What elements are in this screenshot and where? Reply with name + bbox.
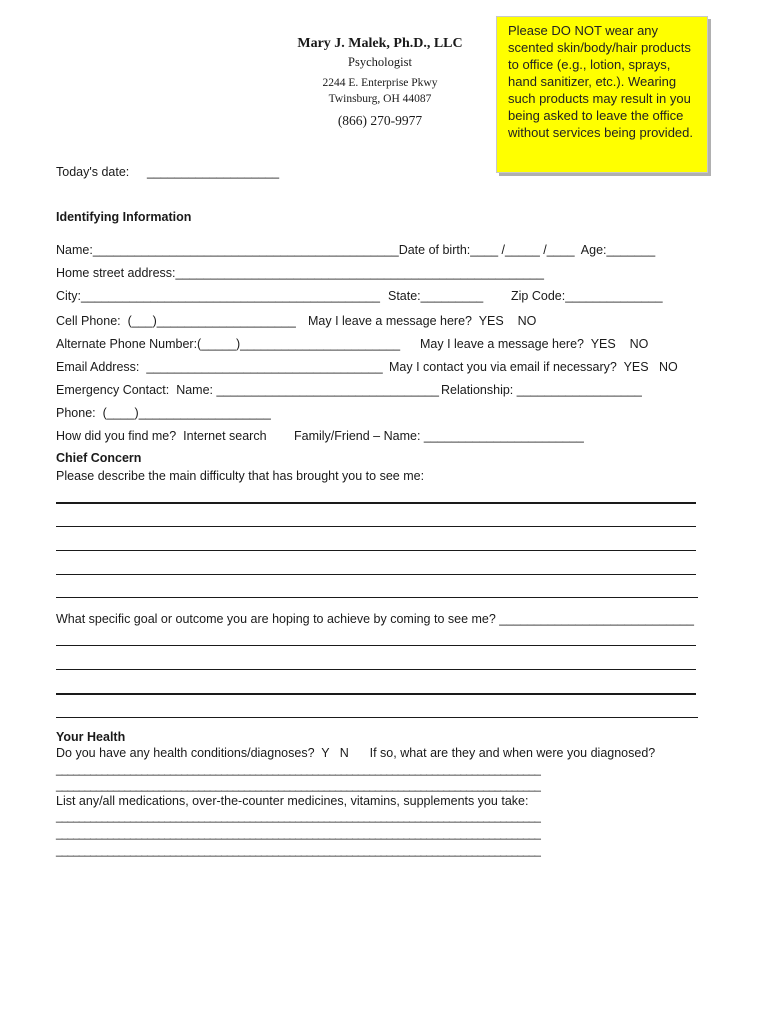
your-health-heading: Your Health — [56, 730, 126, 744]
referral-internet-option[interactable]: How did you find me? Internet search — [56, 429, 267, 443]
alternate-message-permission[interactable]: May I leave a message here? YES NO — [420, 337, 649, 351]
concern-answer-line[interactable] — [56, 526, 696, 527]
cell-message-permission[interactable]: May I leave a message here? YES NO — [308, 314, 537, 328]
scent-notice-box — [496, 16, 708, 173]
city-field[interactable]: City:___________________________________________ — [56, 289, 380, 303]
email-field[interactable]: Email Address: __________________________________ — [56, 360, 383, 374]
goal-answer-line[interactable] — [56, 717, 698, 718]
identifying-info-heading: Identifying Information — [56, 210, 192, 224]
email-contact-permission[interactable]: May I contact you via email if necessary? YES NO — [389, 360, 678, 374]
practice-title: Psychologist — [348, 55, 412, 69]
home-address-field[interactable]: Home street address:_____________________________________________________ — [56, 266, 544, 280]
zip-code-field[interactable]: Zip Code:______________ — [511, 289, 663, 303]
concern-answer-line[interactable] — [56, 550, 696, 551]
state-field[interactable]: State:_________ — [388, 289, 484, 303]
medications-line[interactable]: _____________________________________________________________________________________ — [56, 828, 541, 840]
health-conditions-line[interactable]: _____________________________________________________________________________________ — [56, 780, 541, 792]
medications-prompt: List any/all medications, over-the-counter medicines, vitamins, supplements you take: — [56, 794, 529, 808]
chief-concern-prompt: Please describe the main difficulty that has brought you to see me: — [56, 469, 425, 483]
todays-date-label: Today's date: — [56, 165, 130, 179]
goal-answer-line[interactable] — [56, 669, 696, 670]
concern-answer-line[interactable] — [56, 597, 698, 598]
medications-line[interactable]: _____________________________________________________________________________________ — [56, 811, 541, 823]
todays-date-field[interactable]: ___________________ — [147, 165, 280, 179]
emergency-relationship-field[interactable]: Relationship: __________________ — [441, 383, 642, 397]
concern-answer-line[interactable] — [56, 574, 696, 575]
medications-line[interactable]: _____________________________________________________________________________________ — [56, 845, 541, 857]
health-conditions-prompt[interactable]: Do you have any health conditions/diagnoses? Y N If so, what are they and when were you diagnosed? — [56, 746, 656, 760]
goal-answer-line[interactable] — [56, 645, 696, 646]
goal-prompt[interactable]: What specific goal or outcome you are hoping to achieve by coming to see me? ____________________________ — [56, 612, 694, 626]
emergency-contact-name-field[interactable]: Emergency Contact: Name: ________________________________ — [56, 383, 439, 397]
scent-notice-text: Please DO NOT wear any scented skin/body/hair products to office (e.g., lotion, sprays, hand sanitizer, etc.). Wearing such products may result in you being asked to leave the office without services being provided. — [508, 23, 693, 140]
emergency-phone-field[interactable]: Phone: (____)___________________ — [56, 406, 271, 420]
chief-concern-heading: Chief Concern — [56, 451, 142, 465]
practice-phone: (866) 270-9977 — [337, 113, 423, 128]
referral-family-friend-field[interactable]: Family/Friend – Name: _______________________ — [294, 429, 584, 443]
alternate-phone-field[interactable]: Alternate Phone Number:(_____)_______________________ — [56, 337, 401, 351]
practice-address-line-1: 2244 E. Enterprise Pkwy — [322, 77, 438, 89]
health-conditions-line[interactable]: _____________________________________________________________________________________ — [56, 764, 541, 776]
name-dob-age-row[interactable]: Name:____________________________________________Date of birth:____ /_____ /____ Age:_______ — [56, 243, 656, 257]
cell-phone-field[interactable]: Cell Phone: (___)____________________ — [56, 314, 296, 328]
goal-answer-line[interactable] — [56, 693, 696, 695]
concern-answer-line[interactable] — [56, 502, 696, 504]
practice-address-line-2: Twinsburg, OH 44087 — [328, 93, 432, 105]
practice-name: Mary J. Malek, Ph.D., LLC — [297, 36, 463, 51]
